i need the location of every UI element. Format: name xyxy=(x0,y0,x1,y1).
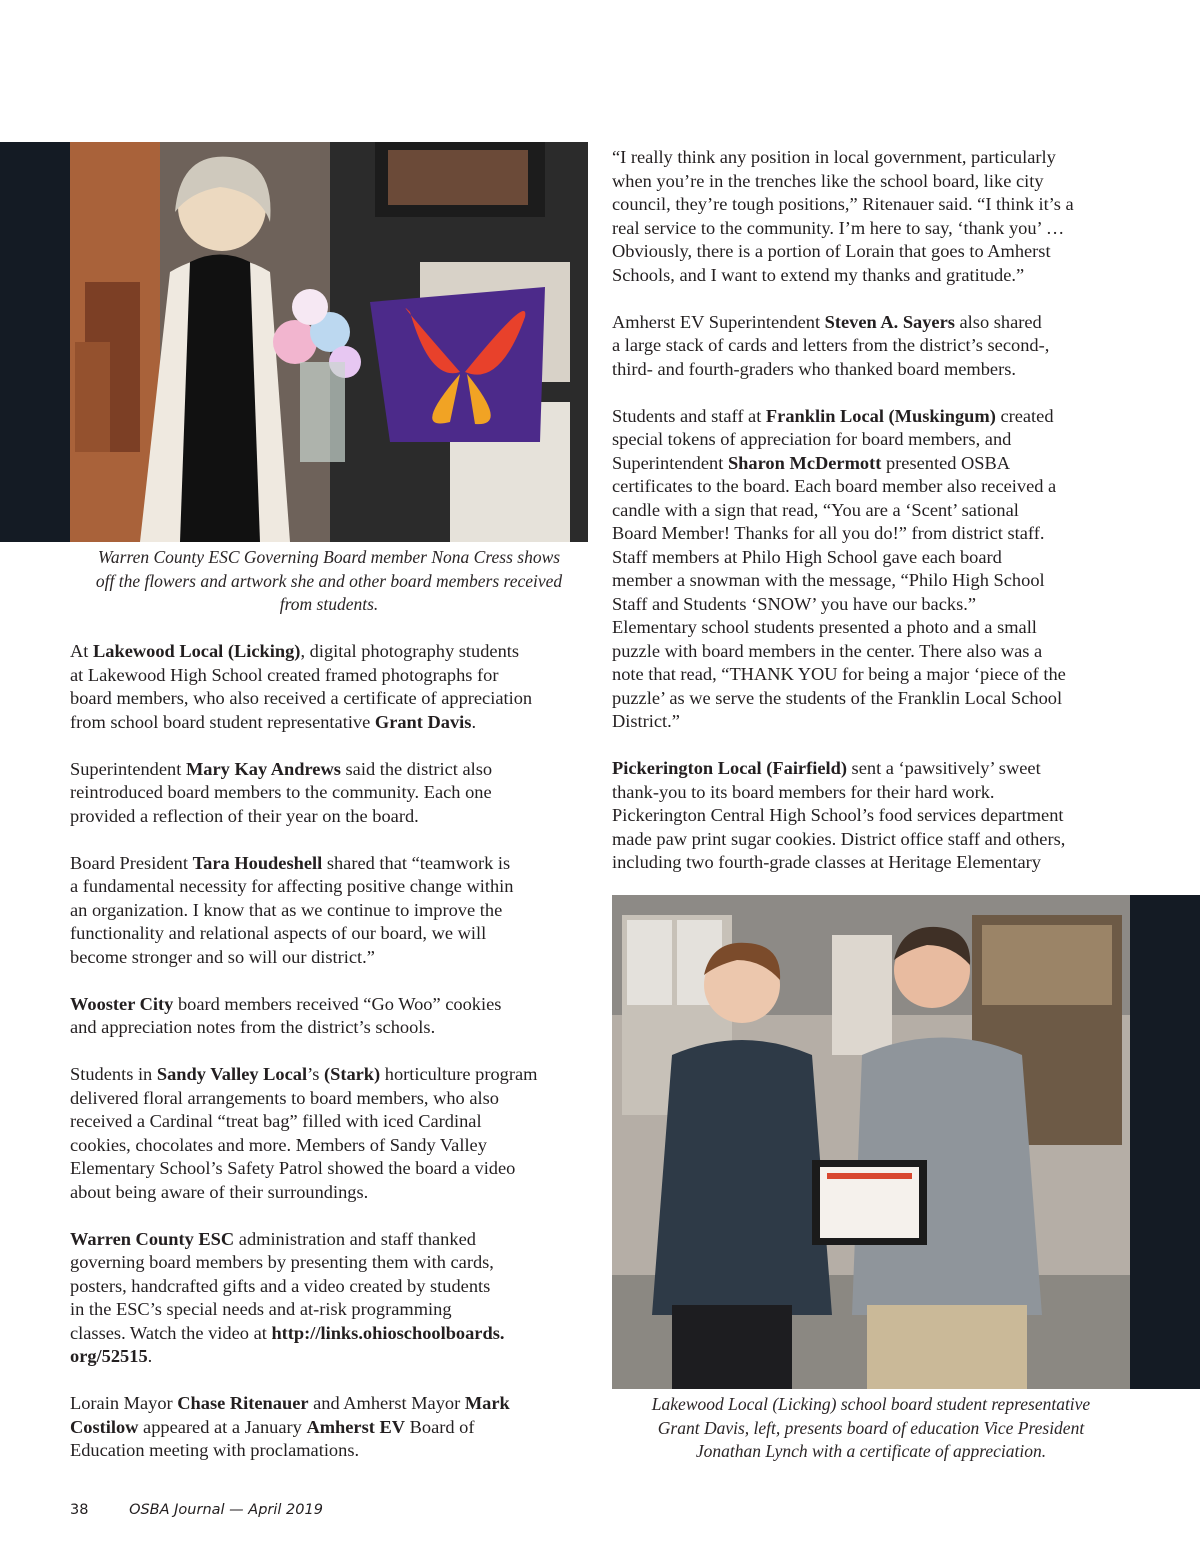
text-line: Elementary School’s Safety Patrol showed the board a video xyxy=(70,1158,516,1178)
caption-line: Warren County ESC Governing Board member Nona Cress shows xyxy=(97,547,561,567)
text-line: Pickerington Central High School’s food services department xyxy=(612,805,1064,825)
page-footer xyxy=(70,1502,323,1518)
text-line: special tokens of appreciation for board members, and xyxy=(612,429,1012,449)
caption-line: Lakewood Local (Licking) school board student representative xyxy=(651,1394,1091,1414)
caption-line: Grant Davis, left, presents board of education Vice President xyxy=(657,1417,1085,1438)
text-line: “I really think any position in local government, particularly xyxy=(612,147,1056,167)
text: board members received “Go Woo” cookies xyxy=(173,993,502,1014)
text: from school board student representative xyxy=(70,711,375,732)
bold-text: Sandy Valley Local xyxy=(156,1064,308,1084)
text: Superintendent xyxy=(612,452,728,473)
text-line: a large stack of cards and letters from the district’s second-, xyxy=(612,335,1050,355)
text-line: a fundamental necessity for affecting positive change within xyxy=(70,876,514,896)
text-line: received a Cardinal “treat bag” filled with iced Cardinal xyxy=(70,1111,482,1131)
text: Board of xyxy=(405,1416,475,1437)
text: . xyxy=(147,1346,153,1366)
video-link[interactable]: http://links.ohioschoolboards. xyxy=(271,1322,505,1343)
bold-text: Mary Kay Andrews xyxy=(185,758,341,779)
paragraph-warren xyxy=(70,1228,590,1369)
text: created xyxy=(995,405,1054,426)
text-line: thank-you to its board members for their hard work. xyxy=(612,781,995,802)
text-line: at Lakewood High School created framed photographs for xyxy=(70,664,499,685)
bold-text: Costilow xyxy=(70,1416,139,1437)
text: horticulture program xyxy=(380,1064,538,1084)
text-line: Education meeting with proclamations. xyxy=(70,1440,360,1460)
text: . xyxy=(471,711,477,732)
bold-text: Tara Houdeshell xyxy=(192,852,323,873)
bold-text: Chase Ritenauer xyxy=(177,1393,309,1413)
photo-nona-cress xyxy=(70,142,588,542)
article-column-left xyxy=(70,640,590,1486)
bold-text: Warren County ESC xyxy=(70,1228,235,1249)
bold-text: Sharon McDermott xyxy=(727,452,882,473)
journal-title: OSBA Journal — April 2019 xyxy=(129,1502,323,1518)
bold-text: Grant Davis xyxy=(374,711,472,732)
text: classes. Watch the video at xyxy=(70,1322,272,1343)
bold-text: Wooster City xyxy=(70,993,174,1014)
text-line: certificates to the board. Each board member also received a xyxy=(612,476,1057,496)
text: ’s xyxy=(307,1064,324,1084)
text-line: candle with a sign that read, “You are a ‘Scent’ sational xyxy=(612,499,1019,520)
caption-line: from students. xyxy=(279,594,379,614)
decorative-bar-right xyxy=(1130,895,1200,1389)
bold-text: (Stark) xyxy=(323,1064,381,1084)
text-line: third- and fourth-graders who thanked board members. xyxy=(612,358,1016,379)
paragraph-wooster xyxy=(70,993,590,1040)
text-line: member a snowman with the message, “Philo High School xyxy=(612,570,1045,590)
page-number: 38 xyxy=(70,1502,89,1518)
text-line: Obviously, there is a portion of Lorain that goes to Amherst xyxy=(612,241,1051,261)
text-line: note that read, “THANK YOU for being a major ‘piece of the xyxy=(612,664,1066,684)
text: and Amherst Mayor xyxy=(308,1393,465,1413)
text-line: about being aware of their surroundings. xyxy=(70,1181,369,1202)
bold-text: Amherst EV xyxy=(306,1416,406,1437)
paragraph-pickerington xyxy=(612,757,1132,875)
paragraph-sayers xyxy=(612,311,1132,382)
text-line: Schools, and I want to extend my thanks and gratitude.” xyxy=(612,264,1025,285)
photo-caption-top xyxy=(70,546,588,617)
paragraph-lorain xyxy=(70,1392,590,1463)
text-line: Staff and Students ‘SNOW’ you have our backs.” xyxy=(612,593,976,614)
paragraph-andrews xyxy=(70,758,590,829)
bold-text: Steven A. Sayers xyxy=(824,311,955,332)
text: Amherst EV Superintendent xyxy=(612,311,825,332)
text-line: and appreciation notes from the district’s schools. xyxy=(70,1017,436,1037)
text: shared that “teamwork is xyxy=(322,852,511,873)
text: Board President xyxy=(70,852,193,873)
decorative-bar-left xyxy=(0,142,70,542)
photo-caption-bottom xyxy=(612,1393,1130,1464)
text-line: functionality and relational aspects of our board, we will xyxy=(70,923,487,943)
bold-text: Lakewood Local (Licking) xyxy=(93,641,301,661)
paragraph-houdeshell xyxy=(70,852,590,970)
text-line: in the ESC’s special needs and at-risk programming xyxy=(70,1299,452,1319)
text-line: delivered floral arrangements to board members, who also xyxy=(70,1087,499,1108)
text: Students in xyxy=(70,1064,157,1084)
photo-grant-davis-jonathan-lynch xyxy=(612,895,1130,1389)
text: said the district also xyxy=(340,758,493,779)
text-line: board members, who also received a certificate of appreciation xyxy=(70,688,533,708)
text-line: puzzle’ as we serve the students of the Franklin Local School xyxy=(612,687,1063,708)
text: also shared xyxy=(954,311,1042,332)
text-line: real service to the community. I’m here to say, ‘thank you’ … xyxy=(612,217,1065,238)
text: sent a ‘pawsitively’ sweet xyxy=(846,758,1041,778)
text-line: council, they’re tough positions,” Ritenauer said. “I think it’s a xyxy=(612,194,1074,214)
text: presented OSBA xyxy=(881,452,1011,473)
text: appeared at a January xyxy=(138,1416,307,1437)
text: At xyxy=(70,641,93,661)
paragraph-sandy-valley xyxy=(70,1063,590,1204)
bold-text: Franklin Local (Muskingum) xyxy=(765,405,996,426)
article-column-right xyxy=(612,146,1132,898)
text-line: Staff members at Philo High School gave each board xyxy=(612,546,1002,567)
caption-line: off the flowers and artwork she and other board members received xyxy=(95,570,563,591)
text: , digital photography students xyxy=(300,641,520,661)
bold-text: Pickerington Local (Fairfield) xyxy=(612,758,847,778)
text-line: cookies, chocolates and more. Members of Sandy Valley xyxy=(70,1134,487,1155)
paragraph-franklin xyxy=(612,405,1132,734)
text-line: District.” xyxy=(612,711,680,731)
text-line: Elementary school students presented a photo and a small xyxy=(612,617,1037,637)
text-line: reintroduced board members to the community. Each one xyxy=(70,782,492,802)
text: Superintendent xyxy=(70,758,186,779)
caption-line: Jonathan Lynch with a certificate of appreciation. xyxy=(695,1441,1047,1461)
text: administration and staff thanked xyxy=(234,1228,476,1249)
paragraph-lakewood xyxy=(70,640,590,734)
text: Lorain Mayor xyxy=(70,1393,178,1413)
text-line: posters, handcrafted gifts and a video created by students xyxy=(70,1275,491,1296)
text-line: Board Member! Thanks for all you do!” from district staff. xyxy=(612,523,1045,543)
text-line: become stronger and so will our district.” xyxy=(70,946,375,967)
bold-text: Mark xyxy=(464,1393,510,1413)
text-line: provided a reflection of their year on the board. xyxy=(70,805,419,826)
text-line: made paw print sugar cookies. District office staff and others, xyxy=(612,828,1066,849)
text-line: an organization. I know that as we continue to improve the xyxy=(70,899,503,920)
text-line: including two fourth-grade classes at Heritage Elementary xyxy=(612,852,1041,872)
text-line: when you’re in the trenches like the school board, like city xyxy=(612,170,1044,191)
text-line: governing board members by presenting them with cards, xyxy=(70,1252,494,1272)
paragraph-ritenauer-quote xyxy=(612,146,1132,287)
text-line: puzzle with board members in the center. There also was a xyxy=(612,640,1043,661)
text: Students and staff at xyxy=(612,405,766,426)
video-link-end[interactable]: org/52515 xyxy=(70,1346,148,1366)
